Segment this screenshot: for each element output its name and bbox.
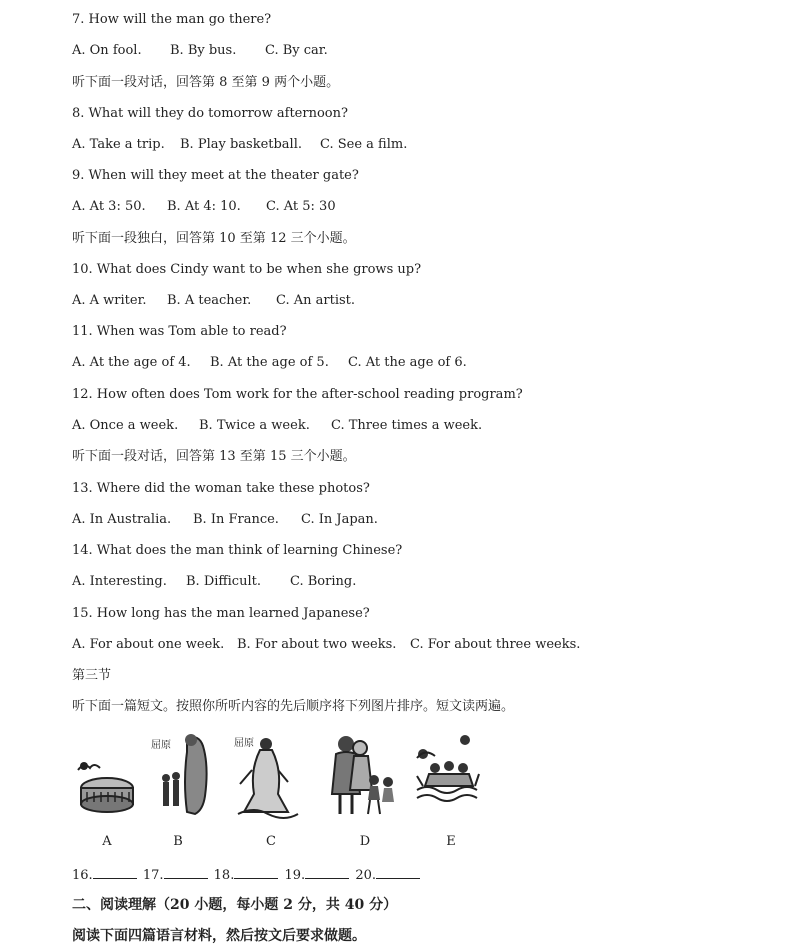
blank-19[interactable] xyxy=(305,866,349,879)
blank-20-label: 20. xyxy=(355,868,376,883)
question-line: 听下面一段对话，回答第 13 至第 15 三个小题。 xyxy=(72,449,356,464)
answer-option[interactable]: C. At the age of 6. xyxy=(348,355,467,370)
blank-17-label: 17. xyxy=(142,868,164,883)
answer-option[interactable]: B. In France. xyxy=(193,512,279,527)
answer-option[interactable]: A. In Australia. xyxy=(72,512,172,527)
dragon-boat-icon xyxy=(413,730,483,820)
picture-b xyxy=(147,730,217,820)
answer-option[interactable]: B. By bus. xyxy=(170,43,237,58)
picture-label-b: B xyxy=(173,834,183,849)
answer-option[interactable]: C. Boring. xyxy=(290,574,357,589)
question-line: 听下面一段对话，回答第 8 至第 9 两个小题。 xyxy=(72,75,340,90)
section-2-instruction: 阅读下面四篇语言材料，然后按文后要求做题。 xyxy=(72,928,366,944)
picture-label-c: C xyxy=(266,834,276,849)
question-line: 10. What does Cindy want to be when she grows up? xyxy=(72,262,422,277)
question-line: 第三节 xyxy=(72,668,112,683)
answer-option[interactable]: C. In Japan. xyxy=(301,512,378,527)
picture-a xyxy=(72,730,142,820)
answer-option[interactable]: C. An artist. xyxy=(276,293,356,308)
answer-option[interactable]: C. See a film. xyxy=(320,137,408,152)
family-elder-icon xyxy=(328,730,398,820)
answer-option[interactable]: A. For about one week. xyxy=(72,637,225,652)
answer-option[interactable]: B. At the age of 5. xyxy=(210,355,329,370)
picture-label-e: E xyxy=(446,834,456,849)
picture-label-d: D xyxy=(359,834,371,849)
answer-option[interactable]: A. Once a week. xyxy=(72,418,179,433)
answer-blanks-row xyxy=(72,866,422,883)
picture-d xyxy=(328,730,398,820)
answer-option[interactable]: C. For about three weeks. xyxy=(410,637,581,652)
answer-option[interactable]: C. Three times a week. xyxy=(331,418,483,433)
blank-18[interactable] xyxy=(234,866,278,879)
answer-option[interactable]: B. Difficult. xyxy=(186,574,261,589)
mooncake-icon xyxy=(72,730,142,820)
blank-16-label: 16. xyxy=(72,868,93,883)
blank-16[interactable] xyxy=(93,866,137,879)
answer-option[interactable]: C. At 5: 30 xyxy=(266,199,336,214)
question-line: 15. How long has the man learned Japanese? xyxy=(72,606,370,621)
answer-option[interactable]: A. At 3: 50. xyxy=(72,199,146,214)
caption-b: 屈原 xyxy=(151,740,171,751)
answer-option[interactable]: B. For about two weeks. xyxy=(237,637,397,652)
blank-20[interactable] xyxy=(376,866,420,879)
question-line: 11. When was Tom able to read? xyxy=(72,324,287,339)
blank-18-label: 18. xyxy=(213,868,235,883)
answer-option[interactable]: B. Play basketball. xyxy=(180,137,303,152)
picture-label-a: A xyxy=(102,834,112,849)
question-line: 14. What does the man think of learning Chinese? xyxy=(72,543,403,558)
answer-option[interactable]: B. A teacher. xyxy=(167,293,252,308)
answer-option[interactable]: B. At 4: 10. xyxy=(167,199,241,214)
answer-option[interactable]: C. By car. xyxy=(265,43,328,58)
question-line: 9. When will they meet at the theater gate? xyxy=(72,168,359,183)
picture-e xyxy=(413,730,483,820)
question-line: 听下面一段独白，回答第 10 至第 12 三个小题。 xyxy=(72,231,356,246)
question-line: 7. How will the man go there? xyxy=(72,12,272,27)
answer-option[interactable]: A. A writer. xyxy=(72,293,147,308)
answer-option[interactable]: A. Interesting. xyxy=(72,574,167,589)
picture-c xyxy=(232,730,302,820)
question-line: 8. What will they do tomorrow afternoon? xyxy=(72,106,348,121)
caption-c: 屈原 xyxy=(234,738,254,749)
answer-option[interactable]: A. At the age of 4. xyxy=(72,355,191,370)
poet-statue-icon xyxy=(147,730,217,820)
question-line: 13. Where did the woman take these photos? xyxy=(72,481,370,496)
question-line: 听下面一篇短文。按照你所听内容的先后顺序将下列图片排序。短文读两遍。 xyxy=(72,699,515,714)
answer-option[interactable]: A. On fool. xyxy=(72,43,142,58)
section-2-heading: 二、阅读理解（20 小题，每小题 2 分，共 40 分） xyxy=(72,897,398,913)
answer-option[interactable]: A. Take a trip. xyxy=(72,137,165,152)
blank-19-label: 19. xyxy=(284,868,306,883)
question-line: 12. How often does Tom work for the after-school reading program? xyxy=(72,387,523,402)
blank-17[interactable] xyxy=(164,866,208,879)
qu-yuan-icon xyxy=(232,730,302,820)
answer-option[interactable]: B. Twice a week. xyxy=(199,418,310,433)
